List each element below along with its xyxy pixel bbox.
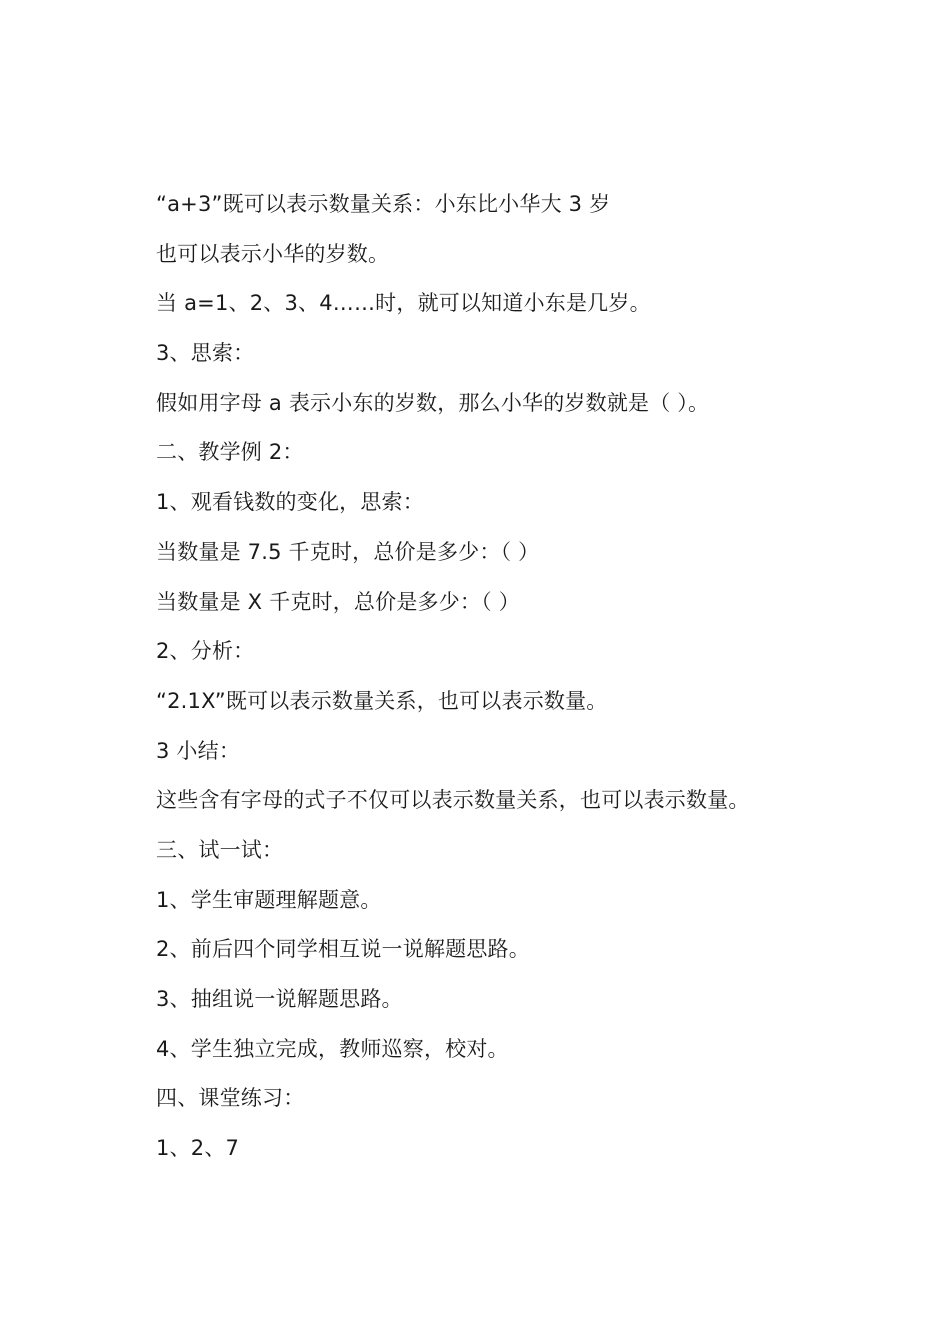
text-line: 当 a=1、2、3、4……时，就可以知道小东是几岁。	[156, 291, 651, 316]
text-line: 当数量是 7.5 千克时，总价是多少：（ ）	[156, 539, 540, 564]
section-heading: 四、课堂练习：	[156, 1086, 305, 1111]
text-line: “2.1X”既可以表示数量关系，也可以表示数量。	[156, 688, 608, 713]
section-heading: 二、教学例 2：	[156, 440, 304, 465]
text-line: 这些含有字母的式子不仅可以表示数量关系，也可以表示数量。	[156, 788, 750, 813]
text-line: 1、学生审题理解题意。	[156, 887, 382, 912]
text-line: 1、2、7	[156, 1136, 240, 1161]
text-line: 2、前后四个同学相互说一说解题思路。	[156, 937, 530, 962]
text-line: 假如用字母 a 表示小东的岁数，那么小华的岁数就是（ ）。	[156, 390, 710, 415]
document-body	[156, 188, 856, 1182]
section-heading: 3、思索：	[156, 341, 255, 366]
text-line: 当数量是 X 千克时，总价是多少：（ ）	[156, 589, 520, 614]
section-heading: 3 小结：	[156, 738, 241, 763]
text-line: 1、观看钱数的变化，思索：	[156, 490, 424, 515]
text-line: 也可以表示小华的岁数。	[156, 241, 390, 266]
section-heading: 2、分析：	[156, 639, 255, 664]
text-line: “a+3”既可以表示数量关系：小东比小华大 3 岁	[156, 192, 611, 216]
section-heading: 三、试一试：	[156, 837, 284, 862]
text-line: 3、抽组说一说解题思路。	[156, 987, 403, 1011]
text-line: 4、学生独立完成，教师巡察，校对。	[156, 1036, 509, 1061]
